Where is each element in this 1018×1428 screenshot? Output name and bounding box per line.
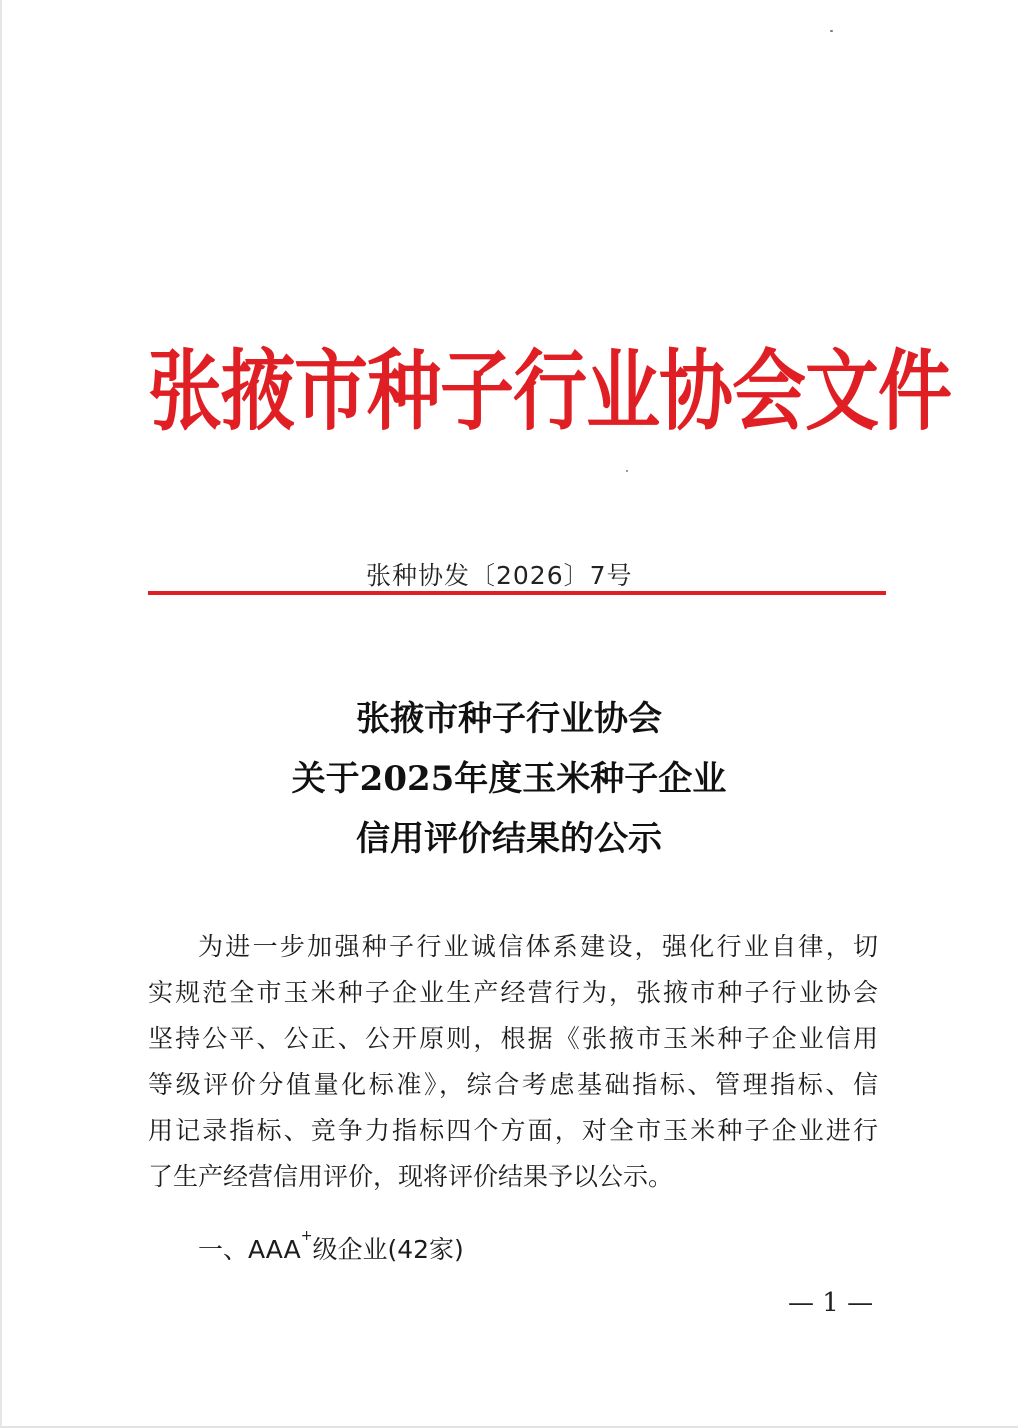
body-line: 了生产经营信用评价，现将评价结果予以公示。 [148,1162,674,1191]
scan-speck [626,470,628,472]
document-number: 张种协发〔2026〕7号 [366,561,633,590]
section-heading-superscript: + [300,1228,313,1244]
section-heading-aaa-plus [198,1230,464,1266]
body-line: 为进一步加强种子行业诚信体系建设，强化行业自律，切 [198,932,878,961]
section-heading-suffix: 级企业(42家) [312,1235,464,1264]
page-number: — 1 — [788,1288,874,1318]
body-line: 实规范全市玉米种子企业生产经营行为，张掖市种子行业协会 [148,978,878,1007]
body-paragraph [148,924,878,1200]
document-header-title: 张掖市种子行业协会文件 [148,341,951,443]
body-line: 等级评价分值量化标准》，综合考虑基础指标、管理指标、信 [148,1070,878,1099]
title-line-1: 张掖市种子行业协会 [356,699,662,739]
title-line-2: 关于2025年度玉米种子企业 [291,759,727,799]
red-separator-line [148,591,886,595]
notice-title [0,689,1018,869]
scan-speck [830,30,833,32]
body-line: 用记录指标、竞争力指标四个方面，对全市玉米种子企业进行 [148,1116,878,1145]
section-heading-prefix: 一、AAA [198,1235,301,1264]
body-line: 坚持公平、公正、公开原则，根据《张掖市玉米种子企业信用 [148,1024,878,1053]
title-line-3: 信用评价结果的公示 [356,819,662,859]
